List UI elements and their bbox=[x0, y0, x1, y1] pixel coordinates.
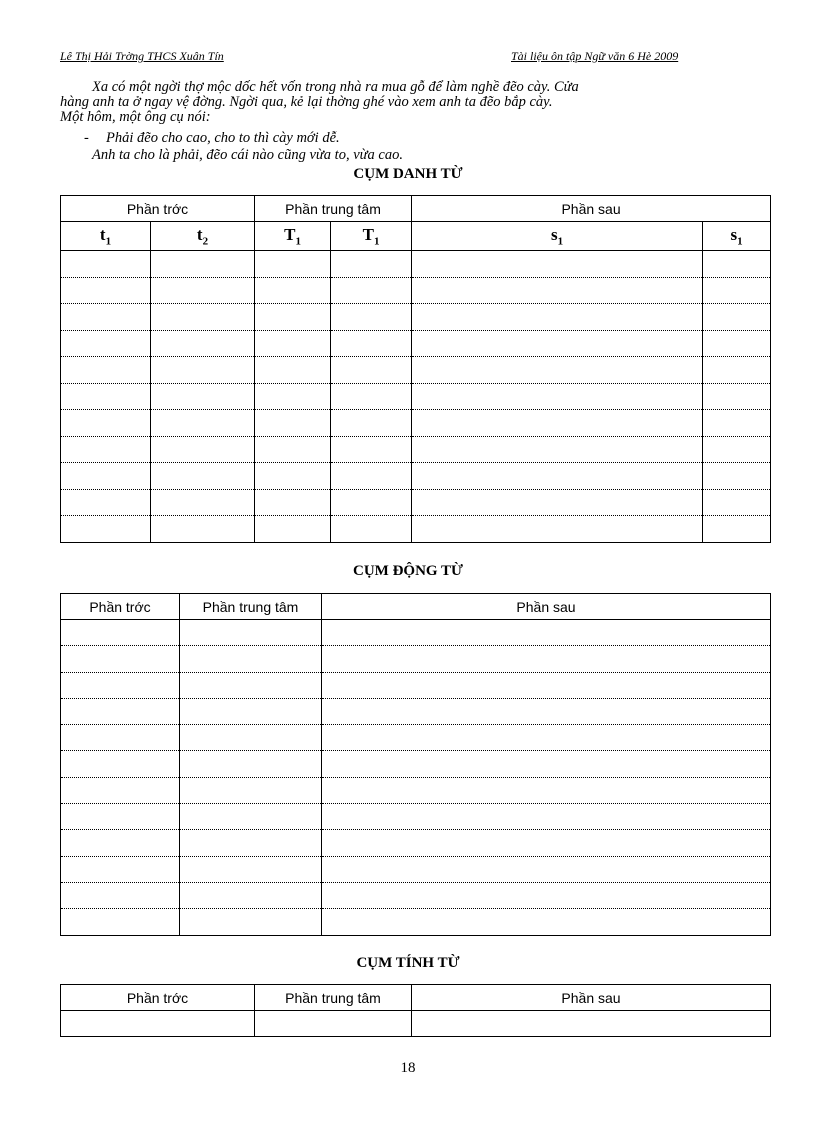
noun-phrase-table-cell[interactable] bbox=[703, 489, 771, 516]
noun-phrase-table-cell[interactable] bbox=[151, 357, 255, 384]
verb-header-after: Phần sau bbox=[322, 594, 771, 620]
noun-phrase-table-row bbox=[61, 516, 771, 543]
noun-phrase-table-cell[interactable] bbox=[61, 330, 151, 357]
adjective-phrase-table-cell[interactable] bbox=[255, 1011, 412, 1037]
noun-phrase-table-cell[interactable] bbox=[151, 410, 255, 437]
noun-phrase-table-cell[interactable] bbox=[255, 383, 331, 410]
verb-phrase-table-cell[interactable] bbox=[322, 909, 771, 935]
noun-phrase-table-cell[interactable] bbox=[412, 489, 703, 516]
verb-phrase-table-row bbox=[61, 672, 771, 698]
adjective-header-before: Phần trớc bbox=[61, 985, 255, 1011]
verb-phrase-table-cell[interactable] bbox=[180, 725, 322, 751]
dialogue-text: Phải đẽo cho cao, cho to thì cày mới dễ. bbox=[106, 130, 340, 146]
noun-phrase-table-cell[interactable] bbox=[703, 383, 771, 410]
noun-phrase-table-cell[interactable] bbox=[703, 357, 771, 384]
noun-phrase-table-cell[interactable] bbox=[703, 463, 771, 490]
noun-phrase-table-cell[interactable] bbox=[255, 516, 331, 543]
verb-phrase-table-row bbox=[61, 909, 771, 935]
story-line-3: Một hôm, một ông cụ nói: bbox=[60, 109, 211, 125]
noun-phrase-table-cell[interactable] bbox=[151, 436, 255, 463]
noun-phrase-table-cell[interactable] bbox=[255, 410, 331, 437]
verb-phrase-table-cell[interactable] bbox=[61, 804, 180, 830]
noun-phrase-table-cell[interactable] bbox=[61, 489, 151, 516]
noun-phrase-table-cell[interactable] bbox=[151, 277, 255, 304]
noun-phrase-table-cell[interactable] bbox=[703, 516, 771, 543]
verb-phrase-table-cell[interactable] bbox=[61, 882, 180, 908]
noun-subheader-T1-b: $T_1$ bbox=[331, 222, 412, 251]
noun-phrase-table bbox=[60, 195, 771, 543]
noun-phrase-table-cell[interactable] bbox=[703, 304, 771, 331]
story-paragraph bbox=[60, 80, 770, 125]
dialogue-dash: - bbox=[84, 130, 89, 146]
verb-phrase-table-cell[interactable] bbox=[61, 672, 180, 698]
noun-phrase-table-cell[interactable] bbox=[703, 277, 771, 304]
noun-phrase-table-cell[interactable] bbox=[255, 357, 331, 384]
verb-phrase-table-row bbox=[61, 698, 771, 724]
verb-phrase-table-cell[interactable] bbox=[322, 777, 771, 803]
noun-phrase-table-cell[interactable] bbox=[61, 383, 151, 410]
verb-phrase-table-cell[interactable] bbox=[322, 646, 771, 672]
verb-phrase-table-cell[interactable] bbox=[61, 620, 180, 646]
noun-phrase-table-cell[interactable] bbox=[255, 489, 331, 516]
noun-phrase-table-cell[interactable] bbox=[331, 516, 412, 543]
noun-phrase-table-row bbox=[61, 357, 771, 384]
noun-phrase-table-cell[interactable] bbox=[331, 304, 412, 331]
verb-phrase-table-cell[interactable] bbox=[322, 804, 771, 830]
noun-phrase-table-cell[interactable] bbox=[412, 516, 703, 543]
verb-phrase-table-cell[interactable] bbox=[61, 909, 180, 935]
noun-phrase-table-cell[interactable] bbox=[412, 330, 703, 357]
verb-phrase-table-row bbox=[61, 725, 771, 751]
story-dialogue bbox=[84, 130, 340, 147]
noun-phrase-table-cell[interactable] bbox=[412, 304, 703, 331]
verb-phrase-table-cell[interactable] bbox=[180, 856, 322, 882]
verb-phrase-table-cell[interactable] bbox=[180, 646, 322, 672]
verb-phrase-table-cell[interactable] bbox=[180, 698, 322, 724]
story-reply: Anh ta cho là phải, đẽo cái nào cũng vừa to, vừa cao. bbox=[92, 147, 403, 163]
adjective-phrase-table bbox=[60, 984, 771, 1037]
noun-phrase-table-row bbox=[61, 436, 771, 463]
noun-phrase-table-row bbox=[61, 489, 771, 516]
noun-phrase-title: CỤM DANH TỪ bbox=[353, 166, 463, 182]
verb-phrase-table-cell[interactable] bbox=[180, 909, 322, 935]
header-author: Lê Thị Hải Trờng THCS Xuân Tín bbox=[60, 49, 224, 63]
noun-subheader-T1-a: $T_1$ bbox=[255, 222, 331, 251]
noun-phrase-table-cell[interactable] bbox=[151, 330, 255, 357]
noun-phrase-table-cell[interactable] bbox=[255, 330, 331, 357]
noun-phrase-table-cell[interactable] bbox=[151, 489, 255, 516]
verb-header-row bbox=[61, 594, 771, 620]
verb-phrase-table-cell[interactable] bbox=[322, 751, 771, 777]
noun-phrase-table-cell[interactable] bbox=[331, 357, 412, 384]
noun-phrase-table-cell[interactable] bbox=[61, 516, 151, 543]
verb-phrase-table-cell[interactable] bbox=[61, 830, 180, 856]
verb-phrase-table-cell[interactable] bbox=[322, 620, 771, 646]
noun-phrase-table-cell[interactable] bbox=[703, 330, 771, 357]
verb-phrase-table-cell[interactable] bbox=[322, 882, 771, 908]
verb-phrase-table-cell[interactable] bbox=[322, 830, 771, 856]
noun-phrase-table-cell[interactable] bbox=[331, 251, 412, 278]
noun-phrase-table-row bbox=[61, 410, 771, 437]
noun-phrase-table-cell[interactable] bbox=[151, 304, 255, 331]
noun-phrase-table-cell[interactable] bbox=[61, 251, 151, 278]
verb-phrase-table-cell[interactable] bbox=[322, 672, 771, 698]
verb-header-before: Phần trớc bbox=[61, 594, 180, 620]
verb-phrase-table-cell[interactable] bbox=[61, 856, 180, 882]
noun-phrase-table-cell[interactable] bbox=[61, 410, 151, 437]
noun-phrase-table-cell[interactable] bbox=[61, 436, 151, 463]
noun-phrase-table-row bbox=[61, 251, 771, 278]
verb-phrase-table-row bbox=[61, 882, 771, 908]
verb-phrase-table-cell[interactable] bbox=[180, 804, 322, 830]
noun-phrase-table-cell[interactable] bbox=[255, 304, 331, 331]
verb-header-center: Phần trung tâm bbox=[180, 594, 322, 620]
verb-phrase-table-cell[interactable] bbox=[180, 777, 322, 803]
verb-phrase-table-cell[interactable] bbox=[322, 856, 771, 882]
noun-phrase-table-row bbox=[61, 383, 771, 410]
noun-header-before: Phần trớc bbox=[61, 196, 255, 222]
verb-phrase-table-cell[interactable] bbox=[180, 672, 322, 698]
noun-phrase-table-cell[interactable] bbox=[412, 357, 703, 384]
noun-phrase-table-cell[interactable] bbox=[412, 463, 703, 490]
verb-phrase-table-cell[interactable] bbox=[61, 646, 180, 672]
verb-phrase-table-cell[interactable] bbox=[322, 725, 771, 751]
noun-phrase-table-row bbox=[61, 277, 771, 304]
story-line-2: hàng anh ta ở ngay vệ đờng. Ngời qua, kẻ lại thờng ghé vào xem anh ta đẽo bắp cày. bbox=[60, 94, 553, 110]
noun-phrase-table-cell[interactable] bbox=[703, 251, 771, 278]
verb-phrase-table-cell[interactable] bbox=[180, 751, 322, 777]
story-line-1: Xa có một ngời thợ mộc dốc hết vốn trong nhà ra mua gỗ để làm nghề đẽo cày. Cửa bbox=[92, 79, 579, 95]
verb-phrase-table bbox=[60, 593, 771, 936]
adjective-phrase-title: CỤM TÍNH TỪ bbox=[356, 955, 460, 971]
noun-phrase-table-cell[interactable] bbox=[331, 489, 412, 516]
noun-phrase-table-cell[interactable] bbox=[255, 251, 331, 278]
noun-group-header-row bbox=[61, 196, 771, 222]
noun-phrase-table-row bbox=[61, 463, 771, 490]
adjective-header-center: Phần trung tâm bbox=[255, 985, 412, 1011]
verb-phrase-table-cell[interactable] bbox=[61, 777, 180, 803]
verb-phrase-table-row bbox=[61, 830, 771, 856]
verb-phrase-table-cell[interactable] bbox=[180, 620, 322, 646]
verb-phrase-title: CỤM ĐỘNG TỪ bbox=[353, 563, 463, 579]
noun-header-after: Phần sau bbox=[412, 196, 771, 222]
noun-subheader-s1-b: $s_1$ bbox=[703, 222, 771, 251]
noun-phrase-table-cell[interactable] bbox=[331, 410, 412, 437]
noun-phrase-table-cell[interactable] bbox=[412, 251, 703, 278]
verb-phrase-table-cell[interactable] bbox=[180, 882, 322, 908]
verb-phrase-table-cell[interactable] bbox=[322, 698, 771, 724]
noun-sub-header-row bbox=[61, 222, 771, 251]
noun-phrase-table-cell[interactable] bbox=[151, 516, 255, 543]
noun-subheader-s1-a: $s_1$ bbox=[412, 222, 703, 251]
noun-phrase-table-cell[interactable] bbox=[151, 251, 255, 278]
page-number: 18 bbox=[400, 1060, 416, 1076]
noun-phrase-table-cell[interactable] bbox=[331, 277, 412, 304]
noun-phrase-table-cell[interactable] bbox=[331, 436, 412, 463]
noun-phrase-table-cell[interactable] bbox=[331, 463, 412, 490]
adjective-header-after: Phần sau bbox=[412, 985, 771, 1011]
verb-phrase-table-row bbox=[61, 751, 771, 777]
verb-phrase-table-row bbox=[61, 856, 771, 882]
noun-phrase-table-row bbox=[61, 304, 771, 331]
noun-phrase-table-cell[interactable] bbox=[151, 463, 255, 490]
noun-phrase-table-cell[interactable] bbox=[255, 463, 331, 490]
noun-phrase-table-cell[interactable] bbox=[255, 436, 331, 463]
noun-subheader-t1: $t_1$ bbox=[61, 222, 151, 251]
noun-phrase-table-cell[interactable] bbox=[703, 410, 771, 437]
verb-phrase-table-row bbox=[61, 777, 771, 803]
verb-phrase-table-row bbox=[61, 804, 771, 830]
noun-phrase-table-cell[interactable] bbox=[412, 383, 703, 410]
noun-phrase-table-row bbox=[61, 330, 771, 357]
adjective-header-row bbox=[61, 985, 771, 1011]
verb-phrase-table-cell[interactable] bbox=[180, 830, 322, 856]
noun-phrase-table-cell[interactable] bbox=[61, 463, 151, 490]
noun-phrase-table-cell[interactable] bbox=[61, 357, 151, 384]
noun-phrase-table-cell[interactable] bbox=[412, 436, 703, 463]
verb-phrase-table-cell[interactable] bbox=[61, 751, 180, 777]
noun-phrase-table-cell[interactable] bbox=[703, 436, 771, 463]
noun-phrase-table-cell[interactable] bbox=[255, 277, 331, 304]
noun-phrase-table-cell[interactable] bbox=[331, 330, 412, 357]
noun-phrase-table-cell[interactable] bbox=[412, 277, 703, 304]
noun-phrase-table-cell[interactable] bbox=[331, 383, 412, 410]
adjective-phrase-table-cell[interactable] bbox=[412, 1011, 771, 1037]
noun-subheader-t2: $t_2$ bbox=[151, 222, 255, 251]
verb-phrase-table-row bbox=[61, 620, 771, 646]
verb-phrase-table-cell[interactable] bbox=[61, 698, 180, 724]
adjective-phrase-table-row bbox=[61, 1011, 771, 1037]
verb-phrase-table-row bbox=[61, 646, 771, 672]
noun-header-center: Phần trung tâm bbox=[255, 196, 412, 222]
noun-phrase-table-cell[interactable] bbox=[61, 304, 151, 331]
noun-phrase-table-cell[interactable] bbox=[151, 383, 255, 410]
header-document-title: Tài liệu ôn tập Ngữ văn 6 Hè 2009 bbox=[511, 49, 679, 63]
verb-phrase-table-cell[interactable] bbox=[61, 725, 180, 751]
noun-phrase-table-cell[interactable] bbox=[412, 410, 703, 437]
adjective-phrase-table-cell[interactable] bbox=[61, 1011, 255, 1037]
noun-phrase-table-cell[interactable] bbox=[61, 277, 151, 304]
